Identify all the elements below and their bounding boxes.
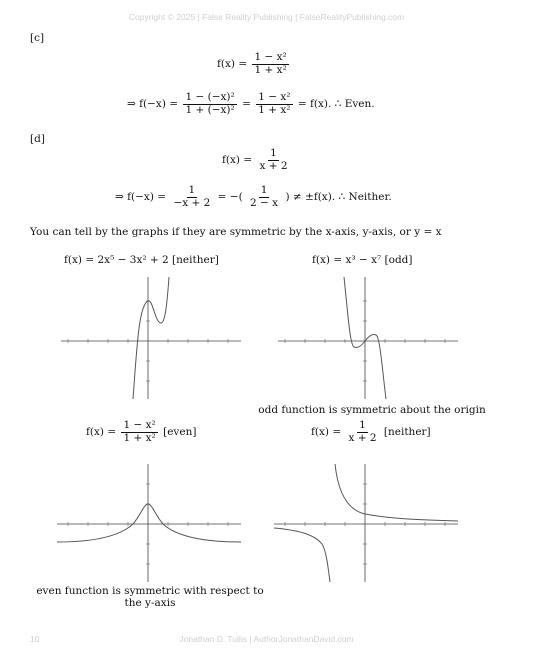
part-d-definition — [222, 148, 292, 172]
part-d-num-1: 1 — [188, 184, 196, 196]
curve — [133, 277, 169, 399]
graph-2-caption: odd function is symmetric about the origin — [258, 404, 486, 416]
graph-4-title — [311, 420, 431, 444]
part-c-fraction-2 — [256, 92, 292, 116]
part-d-mid: = −( — [217, 191, 243, 204]
graph-4-title-num: 1 — [359, 419, 366, 431]
part-d-fraction-2 — [248, 185, 280, 209]
author-footer: Jonathan D. Tullis | AuthorJonathanDavid.com — [179, 634, 354, 644]
graph-4-title-den: x + 2 — [348, 431, 377, 444]
part-c-den-1: 1 + (−x)² — [185, 103, 235, 116]
part-c-result: = f(x). ∴ Even. — [297, 98, 375, 111]
graph-3-title-num: 1 − x² — [123, 419, 156, 431]
part-d-def-num: 1 — [270, 147, 277, 159]
graph-1-plot — [55, 275, 245, 403]
part-c-def-num: 1 − x² — [254, 51, 287, 63]
graph-3-caption: even function is symmetric with respect to the y-axis — [36, 585, 264, 609]
part-d-def-fraction — [257, 148, 289, 172]
part-c-label: [c] — [30, 32, 45, 44]
part-d-den-1: −x + 2 — [173, 196, 211, 209]
part-d-derivation — [115, 185, 392, 209]
part-c-num-2: 1 − x² — [258, 91, 291, 103]
graph-4-title-tag: [neither] — [383, 426, 431, 439]
part-c-equals: = — [242, 98, 251, 111]
curve-right-branch — [335, 464, 458, 521]
graph-2-plot — [272, 275, 462, 403]
graph-4-title-lhs: f(x) = — [311, 426, 342, 439]
part-d-den-2: 2 − x — [250, 196, 279, 209]
graph-4-plot — [272, 462, 462, 584]
graph-3-title-tag: [even] — [163, 426, 197, 439]
part-d-def-lhs: f(x) = — [222, 154, 253, 167]
curve-left-branch — [274, 528, 330, 582]
graph-1-title: f(x) = 2x⁵ − 3x² + 2 [neither] — [64, 254, 219, 266]
graph-4-title-fraction — [346, 420, 378, 444]
part-d-label: [d] — [30, 133, 45, 145]
implies-symbol: ⇒ — [115, 191, 124, 204]
graph-3-title-fraction — [121, 420, 157, 444]
page-number: 10 — [30, 634, 40, 644]
part-d-fraction-1 — [171, 185, 212, 209]
part-d-def-den: x + 2 — [259, 159, 288, 172]
part-c-den-2: 1 + x² — [258, 103, 291, 116]
part-c-def-lhs: f(x) = — [217, 58, 248, 71]
part-c-def-den: 1 + x² — [254, 63, 287, 76]
curve — [57, 504, 241, 542]
part-c-derivation — [127, 92, 375, 116]
copyright-header: Copyright © 2025 | False Reality Publishing | FalseRealityPublishing.com — [128, 12, 405, 22]
part-c-num-1: 1 − (−x)² — [185, 91, 235, 103]
graph-3-title — [86, 420, 196, 444]
implies-symbol: ⇒ — [127, 98, 136, 111]
graph-3-plot — [55, 462, 245, 584]
part-c-def-fraction — [252, 52, 288, 76]
intro-sentence: You can tell by the graphs if they are symmetric by the x-axis, y-axis, or y = x — [30, 226, 442, 238]
part-d-num-2: 1 — [260, 184, 268, 196]
graph-3-title-lhs: f(x) = — [86, 426, 117, 439]
part-d-lhs: f(−x) = — [127, 191, 167, 204]
graph-3-title-den: 1 + x² — [123, 431, 156, 444]
graph-2-title: f(x) = x³ − x⁷ [odd] — [312, 254, 413, 266]
part-c-lhs: f(−x) = — [139, 98, 179, 111]
part-c-fraction-1 — [183, 92, 236, 116]
part-c-definition — [217, 52, 291, 76]
part-d-result: ) ≠ ±f(x). ∴ Neither. — [285, 191, 392, 204]
